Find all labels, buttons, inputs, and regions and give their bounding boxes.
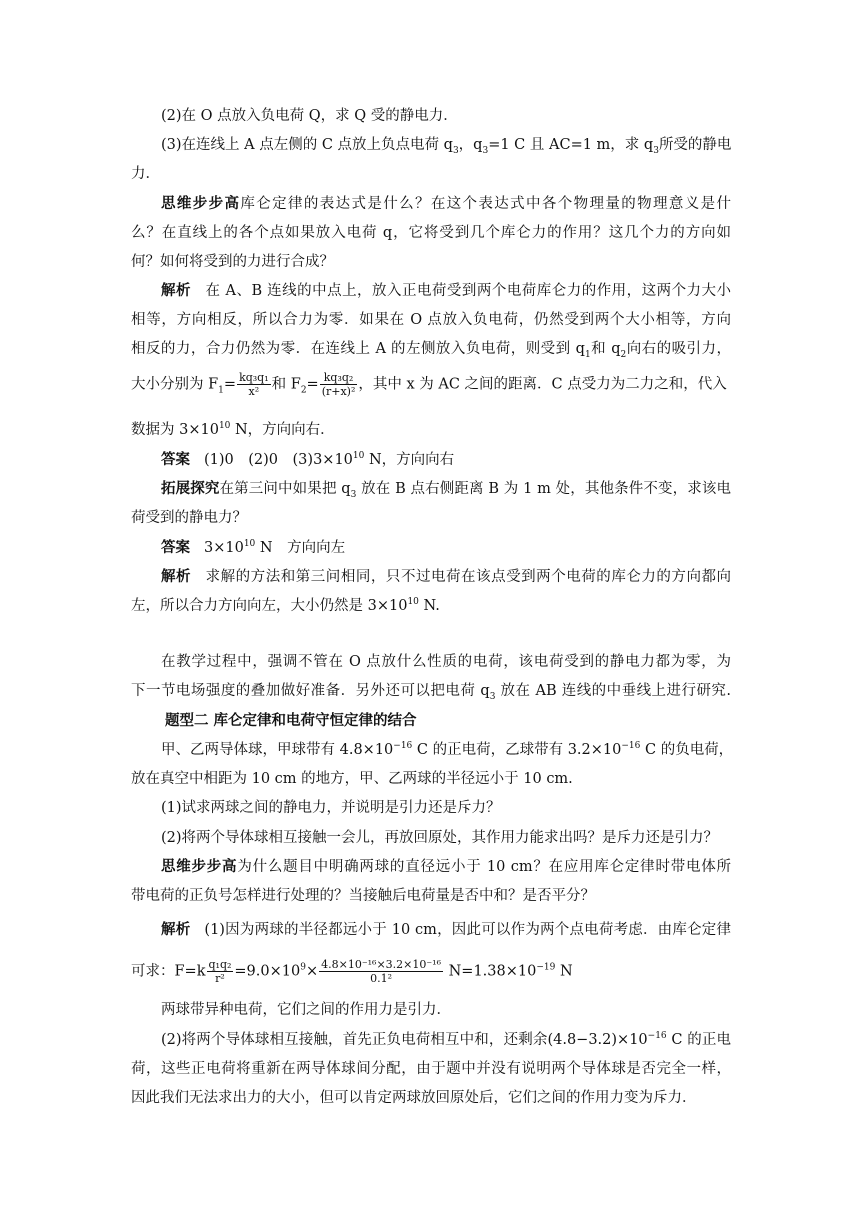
fraction: $\frac{\text{q₁q₂}}{\text{r²}}$ <box>208 958 232 985</box>
analysis-line: 因此我们无法求出力的大小，但可以肯定两球放回原处后，它们之间的作用力变为斥力． <box>131 1090 697 1106</box>
fraction: $\frac{\text{4.8×10⁻¹⁶×3.2×10⁻¹⁶}}{\text{0.1²}}$ <box>321 958 441 985</box>
teaching-note-line: 在教学过程中，强调不管在 O 点放什么性质的电荷，该电荷受到的静电力都为零，为 <box>161 654 731 670</box>
answer-label: 答案 <box>161 451 190 468</box>
think-step-line: 思维步步高库仑定律的表达式是什么？在这个表达式中各个物理量的物理意义是什 <box>161 195 731 212</box>
question-2-line: (2)在 O 点放入负电荷 Q，求 Q 受的静电力． <box>161 108 458 124</box>
answer-line: 答案 (1)0 (2)0 $(3)3\times 10^{10}$ N，方向向右 <box>161 451 455 468</box>
question-3-line: (3)在连线上 A 点左侧的 C 点放上负点电荷 $q_3$，$q_3=1$ C 且 AC=1 m，求 $q_3$所受的静电 <box>161 137 732 156</box>
analysis-label: 解析 <box>161 282 191 299</box>
explore-label: 拓展探究 <box>161 480 220 497</box>
explore-line: 荷受到的静电力？ <box>131 510 247 526</box>
analysis-line: 解析 在 A、B 连线的中点上，放入正电荷受到两个电荷库仑力的作用，这两个力大小 <box>161 282 732 299</box>
analysis-label: 解析 <box>161 568 192 585</box>
think-step-label: 思维步步高 <box>161 858 238 875</box>
analysis-line: (2)将两个导体球相互接触，首先正负电荷相互中和，还剩余$(4.8-3.2)\times 10^{-16}$ C 的正电 <box>161 1031 731 1048</box>
think-step-label: 思维步步高 <box>161 195 241 212</box>
analysis-label: 解析 <box>161 921 191 938</box>
think-step-line: 思维步步高为什么题目中明确两球的直径远小于 10 cm？在应用库仑定律时带电体所 <box>161 858 731 875</box>
analysis-line: 解析 求解的方法和第三问相同，只不过电荷在该点受到两个电荷的库仑力的方向都向 <box>161 568 732 585</box>
analysis-line: 数据为 $3\times 10^{10}$ N，方向向右． <box>131 421 335 438</box>
think-step-line: 么？在直线上的各个点如果放入电荷 q，它将受到几个库仑力的作用？这几个力的方向如 <box>131 225 731 241</box>
analysis-formula-line: 大小分别为 $F_1=$ $\frac{\text{kq₃q₁}}{\text{x²}}$ 和 $F_2=$ $\frac{\text{kq₃q₂}}{\text{(r+x)²}}$ ，其中 x 为 AC 之间的距离．C 点受力为二力之和，代入 <box>131 371 727 398</box>
analysis-line: 左，所以合力方向向左，大小仍然是 $3\times 10^{10}$ N. <box>131 597 440 614</box>
analysis-line: 两球带异种电荷，它们之间的作用力是引力． <box>161 1002 451 1018</box>
answer-line: 答案 $3\times 10^{10}$ N 方向向左 <box>161 539 346 556</box>
section-heading: 题型二 库仑定律和电荷守恒定律的结合 <box>165 712 417 729</box>
teaching-note-line: 下一节电场强度的叠加做好准备．另外还可以把电荷 $q_3$ 放在 AB 连线的中垂线上进行研究. <box>131 683 732 702</box>
analysis-line: 解析 (1)因为两球的半径都远小于 10 cm，因此可以作为两个点电荷考虑．由库仑定律 <box>161 921 732 938</box>
fraction: $\frac{\text{kq₃q₁}}{\text{x²}}$ <box>239 371 269 398</box>
think-step-line: 何？如何将受到的力进行合成？ <box>131 254 334 270</box>
analysis-formula-line: 可求：F=k $\frac{\text{q₁q₂}}{\text{r²}}$ $=9.0\times 10^9\times$ $\frac{\text{4.8×10⁻¹⁶×3.2×10⁻¹⁶}}{\text{0.1²}}$ $N=1.38\times 10^{-19}$ N <box>131 958 573 985</box>
problem-line: 放在真空中相距为 10 cm 的地方，甲、乙两球的半径远小于 10 cm. <box>131 771 573 787</box>
fraction: $\frac{\text{kq₃q₂}}{\text{(r+x)²}}$ <box>321 371 356 398</box>
problem-line: 甲、乙两导体球，甲球带有 $4.8\times 10^{-16}$ C 的正电荷，乙球带有 $3.2\times 10^{-16}$ C 的负电荷， <box>161 741 734 758</box>
analysis-line: 相反的力，合力仍然为零．在连线上 A 的左侧放入负电荷，则受到 $q_1$和 $q_2$向右的吸引力， <box>131 341 731 360</box>
problem-line: (1)试求两球之间的静电力，并说明是引力还是斥力？ <box>161 800 501 816</box>
problem-line: (2)将两个导体球相互接触一会儿，再放回原处，其作用力能求出吗？是斥力还是引力？ <box>161 830 719 846</box>
question-3-line-cont: 力． <box>131 166 160 182</box>
answer-label: 答案 <box>161 539 190 556</box>
analysis-line: 荷，这些正电荷将重新在两导体球间分配，由于题中并没有说明两个导体球是否完全一样， <box>131 1061 731 1077</box>
explore-line: 拓展探究在第三问中如果把 $q_3$ 放在 B 点右侧距离 B 为 1 m 处，其他条件不变，求该电 <box>161 480 731 500</box>
analysis-line: 相等，方向相反，所以合力为零．如果在 O 点放入负电荷，仍然受到两个大小相等，方向 <box>131 312 731 328</box>
think-step-line: 带电荷的正负号怎样进行处理的？当接触后电荷量是否中和？是否平分？ <box>131 888 595 904</box>
